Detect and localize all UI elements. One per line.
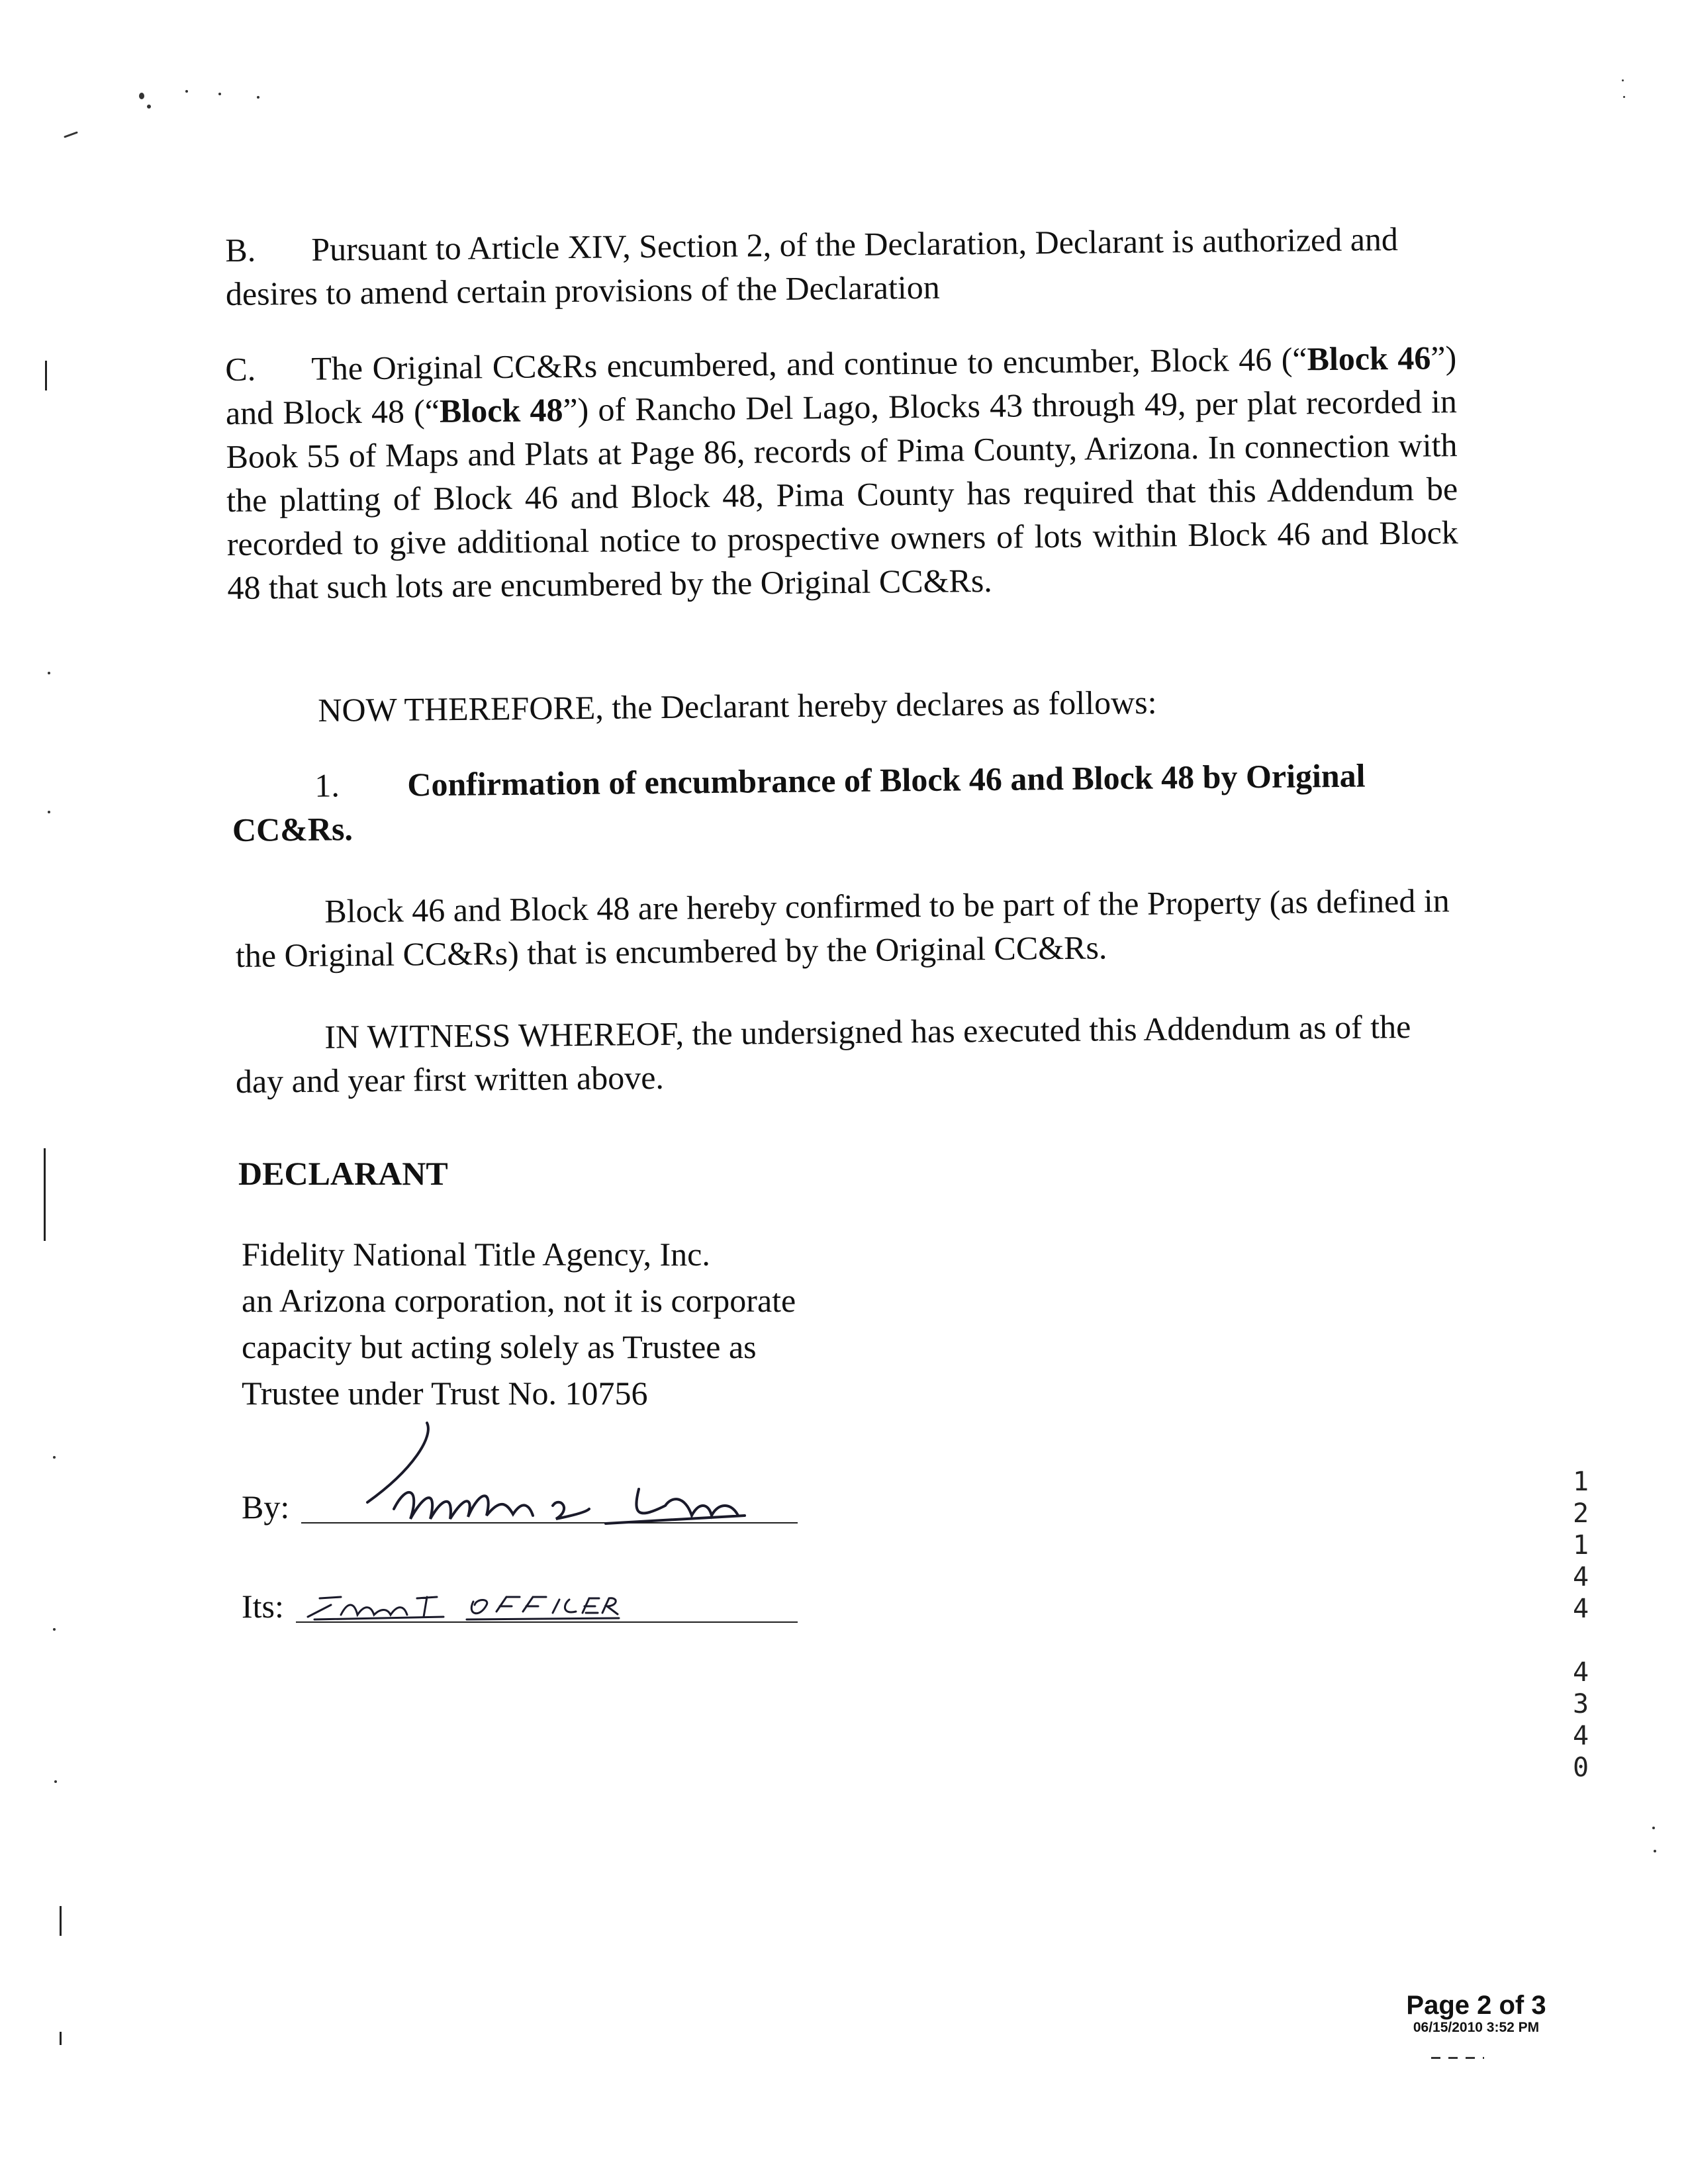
block-48-term: Block 48 — [439, 391, 563, 430]
item-1-body-text: Block 46 and Block 48 are hereby confirmed to be part of the Property (as defined in the Original CC&Rs) that is encumbered by the Original CC&Rs. — [235, 882, 1450, 974]
paragraph-c-label: C. — [225, 350, 256, 388]
recording-digit: 4 — [1572, 1721, 1589, 1751]
witness-text: IN WITNESS WHEREOF, the undersigned has executed this Addendum as of the day and year first written above. — [235, 1007, 1411, 1100]
declarant-line: Fidelity National Title Agency, Inc. — [242, 1236, 710, 1273]
scan-speck — [185, 90, 188, 93]
paragraph-b — [225, 216, 1444, 316]
print-timestamp: 06/15/2010 3:52 PM — [1413, 2020, 1540, 2035]
page-number: Page 2 of 3 — [1406, 1991, 1546, 2020]
margin-mark — [45, 361, 47, 390]
scan-speck — [139, 93, 144, 99]
paragraph-c-text: The Original CC&Rs encumbered, and continue to encumber, Block 46 (“ — [311, 340, 1307, 387]
paragraph-b-text: Pursuant to Article XIV, Section 2, of the Declaration, Declarant is authorized and desires to amend certain provisions of the Declaration — [225, 220, 1399, 312]
scan-speck — [257, 96, 259, 99]
now-therefore-clause: NOW THEREFORE, the Declarant hereby declares as follows: — [318, 683, 1157, 729]
footer-dashes — [1431, 2057, 1484, 2059]
declarant-heading: DECLARANT — [238, 1155, 448, 1192]
item-1-title: Confirmation of encumbrance of Block 46 and Block 48 by Original CC&Rs. — [232, 756, 1366, 848]
paragraph-c — [225, 336, 1459, 610]
scan-speck — [48, 811, 50, 813]
handwritten-signature — [295, 1410, 771, 1535]
scan-speck — [48, 672, 50, 674]
recording-digit: 0 — [1572, 1752, 1589, 1783]
item-1-heading — [232, 752, 1464, 852]
recording-number-stamp — [1568, 1466, 1594, 1784]
witness-clause — [235, 1004, 1467, 1103]
recording-digit: 1 — [1572, 1530, 1589, 1561]
scan-speck — [1654, 1850, 1656, 1852]
declarant-line: Trustee under Trust No. 10756 — [242, 1375, 648, 1412]
signature-by-line — [242, 1482, 798, 1529]
declarant-entity — [242, 1231, 1036, 1416]
item-1-number: 1. — [314, 766, 340, 804]
recording-digit: 3 — [1572, 1689, 1589, 1719]
its-label: Its: — [242, 1588, 284, 1625]
scan-speck — [53, 1628, 56, 1631]
margin-mark — [60, 2032, 62, 2045]
declarant-line: capacity but acting solely as Trustee as — [242, 1328, 757, 1365]
recording-digit: 4 — [1572, 1657, 1589, 1688]
scan-speck — [1623, 96, 1625, 98]
scan-speck — [1652, 1827, 1655, 1829]
scan-speck — [1622, 79, 1624, 81]
handwritten-title — [301, 1585, 632, 1625]
paragraph-c-text: ”) and Block 48 (“ — [225, 339, 1457, 432]
margin-mark — [44, 1148, 46, 1241]
scan-speck — [64, 131, 78, 138]
declarant-line: an Arizona corporation, not it is corporate — [242, 1282, 796, 1319]
by-label: By: — [242, 1488, 290, 1525]
recording-digit: 2 — [1572, 1498, 1589, 1529]
paragraph-b-label: B. — [225, 231, 256, 269]
scan-speck — [53, 1456, 56, 1459]
recording-digit: 4 — [1572, 1594, 1589, 1624]
recording-digit: 4 — [1572, 1562, 1589, 1592]
item-1-body — [235, 878, 1467, 978]
recording-digit: 1 — [1572, 1467, 1589, 1497]
margin-mark — [44, 1214, 45, 1216]
signature-its-line — [242, 1582, 798, 1628]
margin-mark — [60, 1906, 62, 1936]
scan-speck — [147, 105, 151, 109]
block-46-term: Block 46 — [1307, 339, 1431, 378]
scan-speck — [218, 93, 221, 95]
scan-speck — [54, 1780, 57, 1783]
page-footer — [1377, 1991, 1575, 2036]
paragraph-c-text: ”) of Rancho Del Lago, Blocks 43 through 49, per plat recorded in Book 55 of Maps and Plats at Page 86, records of Pima County, Arizona. In connection with the platting of Block 46 and Block 48, Pima County has required that this Addendum be recorded to give additional notice to prospective owners of lots within Block 46 and Block 48 that such lots are encumbered by the Original CC&Rs. — [226, 383, 1459, 606]
